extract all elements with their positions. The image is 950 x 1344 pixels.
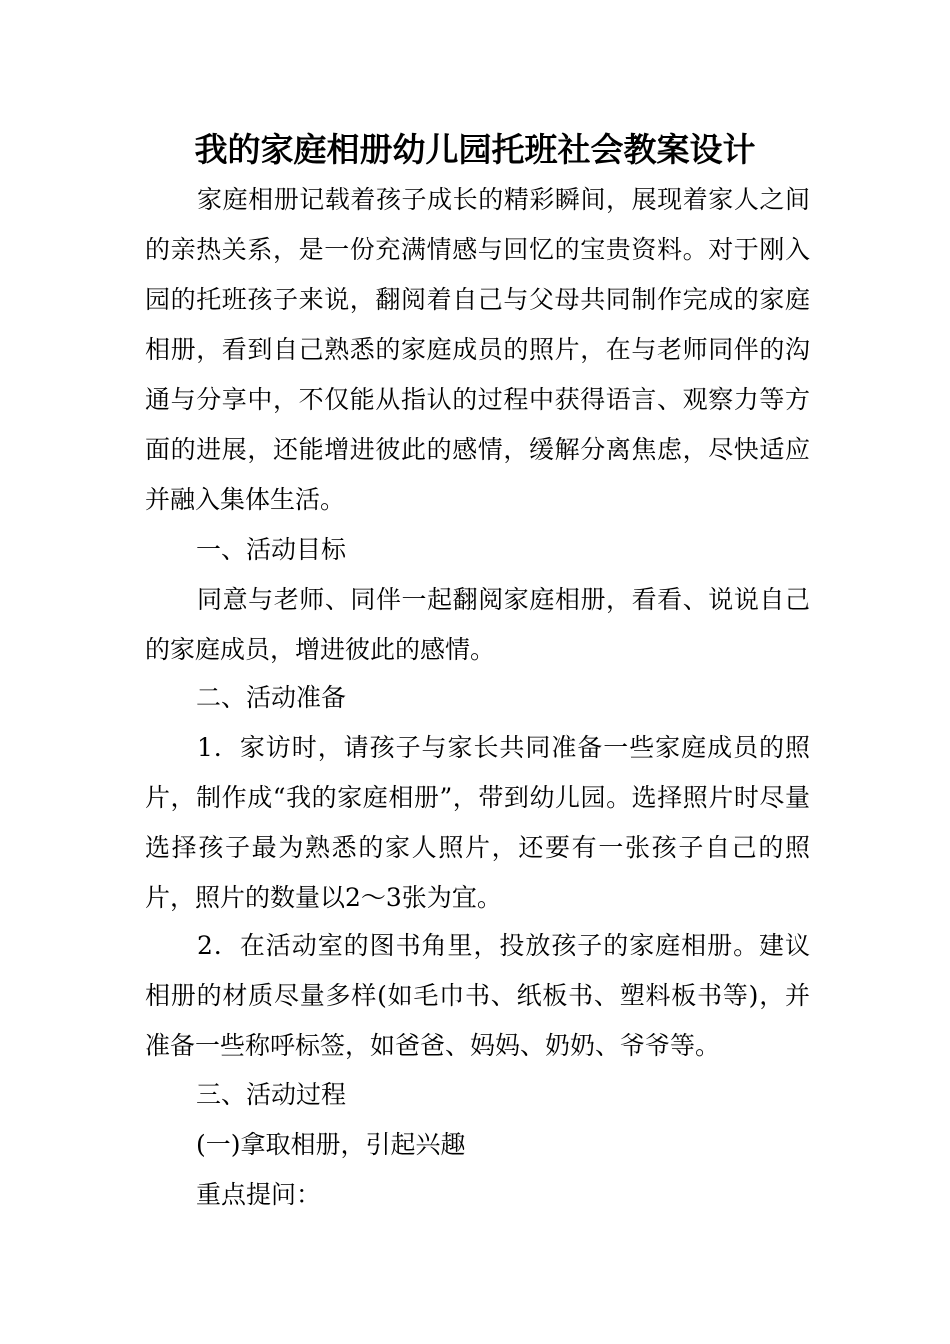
intro-paragraph: 家庭相册记载着孩子成长的精彩瞬间，展现着家人之间的亲热关系，是一份充满情感与回忆的宝贵资料。对于刚入园的托班孩子来说，翻阅着自己与父母共同制作完成的家庭相册，看到自己熟悉的家庭成员的照片，在与老师同伴的沟通与分享中，不仅能从指认的过程中获得语言、观察力等方面的进展，还能增进彼此的感情，缓解分离焦虑，尽快适应并融入集体生活。	[145, 185, 810, 514]
process-subheading-1: (一)拿取相册，引起兴趣	[196, 1130, 466, 1159]
section-heading-preparation: 二、活动准备	[196, 683, 347, 712]
preparation-item-2: 2．在活动室的图书角里，投放孩子的家庭相册。建议相册的材质尽量多样(如毛巾书、纸板书、塑料板书等)，并准备一些称呼标签，如爸爸、妈妈、奶奶、爷爷等。	[145, 931, 810, 1060]
key-questions-label: 重点提问：	[196, 1180, 322, 1209]
goals-paragraph: 同意与老师、同伴一起翻阅家庭相册，看看、说说自己的家庭成员，增进彼此的感情。	[145, 585, 810, 664]
document-title: 我的家庭相册幼儿园托班社会教案设计	[194, 130, 756, 169]
section-heading-process: 三、活动过程	[196, 1080, 347, 1109]
preparation-item-1: 1．家访时，请孩子与家长共同准备一些家庭成员的照片，制作成“我的家庭相册”，带到幼儿园。选择照片时尽量选择孩子最为熟悉的家人照片，还要有一张孩子自己的照片，照片的数量以2～3张为宜。	[145, 733, 810, 912]
section-heading-goals: 一、活动目标	[196, 535, 347, 564]
